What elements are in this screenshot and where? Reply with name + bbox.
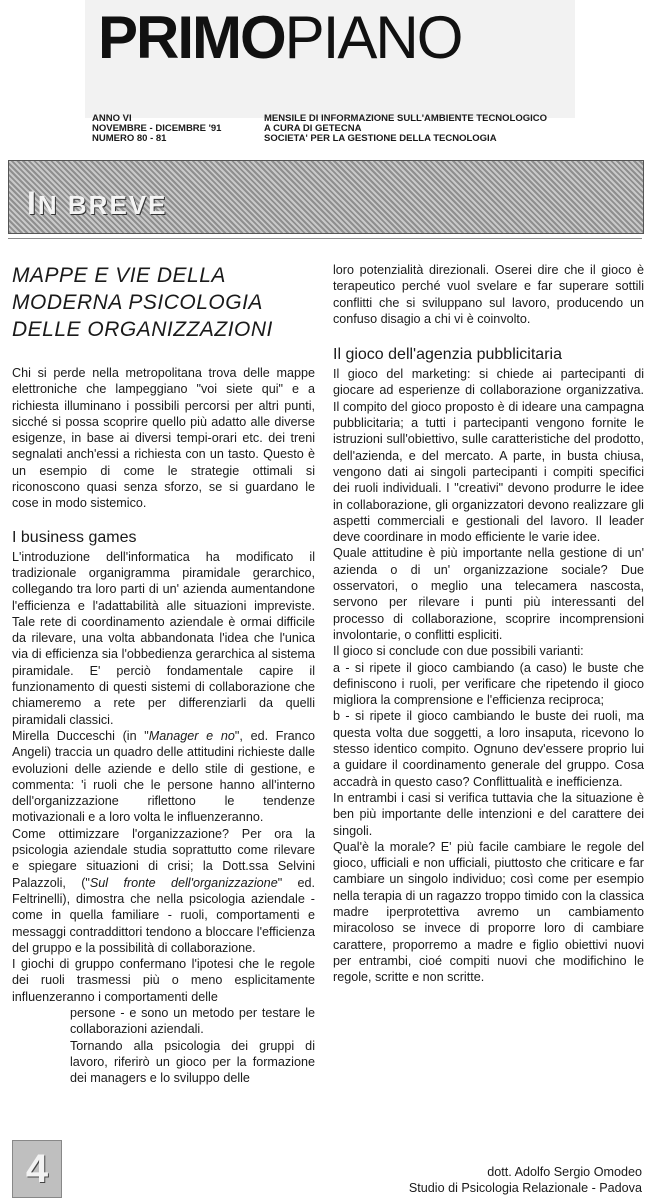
page-number: 4 (12, 1140, 62, 1198)
paragraph: Tornando alla psicologia dei gruppi di lavoro, riferirò un gioco per la formazione dei managers e lo sviluppo delle (70, 1038, 315, 1086)
paragraph: Il gioco si conclude con due possibili varianti: (333, 644, 584, 659)
paragraph (12, 728, 315, 826)
subheading-business-games: I business games (12, 528, 137, 546)
paragraph: Il gioco del marketing: si chiede ai partecipanti di giocare ad esperienze di collaborazione organizzativa. Il compito del gioco proposto è di ideare una campagna pubblicitaria; a tutti i partecipanti vengono fornite le istruzioni sull'obiettivo, sulle caratteristiche del prodotto, dell'azienda, e del mercato. A parte, in busta chiusa, vengono dati ai singoli partecipanti i compiti specifici dei ruoli individuali. I "creativi" devono produrre le idee in collaborazione, gli organizzatori devono realizzare gli aspetti commerciali e gestionali del lavoro. Il leader deve coordinare in modo efficiente le varie idee. (333, 367, 644, 545)
author-signature (409, 1164, 642, 1196)
section-label (27, 185, 167, 222)
issue-date: NOVEMBRE - DICEMBRE '91 (92, 123, 222, 134)
subheading-agenzia: Il gioco dell'agenzia pubblicitaria (333, 346, 562, 364)
text-run: " ed. Feltrinelli), dimostra che nella psicologia aziendale - come in quella familiare - ruoli, comportamenti e messaggi contraddittori tendono a bloccare l'efficienza del gruppo e la possibilità di collaborazione. (12, 875, 316, 955)
paragraph: b - si ripete il gioco cambiando le buste dei ruoli, ma questa volta due soggetti, a loro insaputa, ricevono lo stesso identico compito. Ognuno dev'essere proprio lui a guidare il coordinamento generale del gruppo. Cosa accadrà in questo caso? Conflittualità e inefficienza. (333, 709, 644, 789)
paragraph: loro potenzialità direzionali. Oserei dire che il gioco è terapeutico perché vuol svelare e far superare sottili conflitti che si sviluppano sul lavoro, producendo un confuso disagio a chi vi è coinvolto. (333, 263, 644, 326)
issue-number: NUMERO 80 - 81 (92, 133, 167, 144)
article-column-right (333, 262, 644, 985)
paragraph (12, 826, 315, 956)
paragraph: L'introduzione dell'informatica ha modificato il tradizionale organigramma piramidale gerarchico, collegando tra loro parti di un' azienda aumentandone l'efficienza e l'adattabilità alle situazioni impreviste. Tale rete di coordinamento aziendale è ormai difficile da rilevare, una volta abbandonata l'idea che l'unica via di efficienza sia l'obbedienza gerarchica al sistema piramidale. E' perciò fondamentale capire il funzionamento di questi sistemi di collaborazione che chiameremo a rete per differenziarli da quelli piramidali classici. (12, 549, 315, 727)
text-run: Come ottimizzare l'organizzazione? Per ora la psicologia aziendale studia soprattutto come rilevare e spiegare situazioni di crisi; la Dott.ssa Selvini Palazzoli, (" (12, 826, 315, 890)
issue-year: ANNO VI (92, 113, 132, 124)
paragraph: persone - e sono un metodo per testare le collaborazioni aziendali. (70, 1005, 315, 1037)
issue-info (92, 114, 221, 144)
book-title: Manager e no (148, 728, 235, 743)
paragraph: In entrambi i casi si verifica tuttavia che la situazione è ben più importante delle intenzioni e del carattere dei singoli. (333, 790, 644, 838)
publisher-line: SOCIETA' PER LA GESTIONE DELLA TECNOLOGIA (264, 133, 497, 144)
masthead-brand-light: PIANO (284, 4, 462, 71)
publisher-info (264, 114, 547, 144)
paragraph: a - si ripete il gioco cambiando (a caso) le buste che definiscono i ruoli, per verificare che ripetendo il gioco migliora la comprensione e l'efficienza reciproca; (333, 660, 644, 708)
author-line (409, 1164, 642, 1180)
article-intro: Chi si perde nella metropolitana trova delle mappe elettroniche che lampeggiano "voi siete qui" e a richiesta illuminano i possibili percorsi per altri punti, sicché si possa scoprire quello più adatto alle diverse esigenze, in base ai diversi tempi-orari etc. dei treni segnalati anch'essi a richiesta con un tasto. Questo è un esempio di come le strategie ottimali si riconoscono quasi senza sforzo, se si guardano le cose in modo sistemico. (12, 366, 315, 511)
paragraph: Qual'è la morale? E' più facile cambiare le regole del gioco, ufficiali e non ufficiali, piuttosto che criticare e far cambiare un singolo individuo; così come per esempio nella terapia di un ragazzo troppo timido con la classica madre iperprotettiva avremo un cambiamento miracoloso se invece di proporre loro di cambiare carattere, proporremo a madre e figlio obiettivi nuovi per entrambi, cioé compiti nuovi che modifichino le regole, scritte e non scritte. (333, 839, 644, 985)
section-label-cap: I (27, 185, 38, 221)
text-run: ", ed. Franco Angeli) traccia un quadro delle attitudini richieste dalle evoluzioni delle aziende e dello stile di gestione, e commenta: 'i ruoli che le persone hanno all'interno dell'organizzazione riflettono le tendenze motivazionali e a loro volta le influenzeranno. (12, 728, 315, 825)
author-affiliation: Studio di Psicologia Relazionale - Padova (408, 1181, 642, 1195)
section-banner (8, 160, 644, 234)
article-title: MAPPE E VIE DELLA MODERNA PSICOLOGIA DELLE ORGANIZZAZIONI (12, 264, 273, 341)
paragraph: I giochi di gruppo confermano l'ipotesi che le regole dei ruoli trasmessi più o meno esplicitamente influenzeranno i comportamenti delle (12, 957, 315, 1004)
divider (8, 238, 642, 239)
book-title: Sul fronte dell'organizzazione (89, 875, 278, 890)
indented-text (12, 1005, 315, 1086)
article-column-left (12, 262, 315, 1086)
masthead-logo (98, 4, 462, 71)
masthead-brand-bold: PRIMO (98, 4, 285, 71)
publisher-line: MENSILE DI INFORMAZIONE SULL'AMBIENTE TECNOLOGICO (264, 113, 548, 124)
section-label-rest: N BREVE (37, 190, 168, 220)
paragraph: Quale attitudine è più importante nella gestione di un' azienda o di un' organizzazione sociale? Due osservatori, o meglio una telecamera nascosta, servono per rilevare i punti più interessanti del processo di collaborazione, scoprire incomprensioni involontarie, o conflitti espliciti. (333, 546, 644, 642)
author-name: Adolfo Sergio Omodeo (514, 1165, 642, 1179)
publisher-line: A CURA DI GETECNA (264, 123, 362, 134)
text-run: Mirella Ducceschi (in " (12, 728, 149, 743)
author-prefix: dott. (487, 1165, 512, 1179)
